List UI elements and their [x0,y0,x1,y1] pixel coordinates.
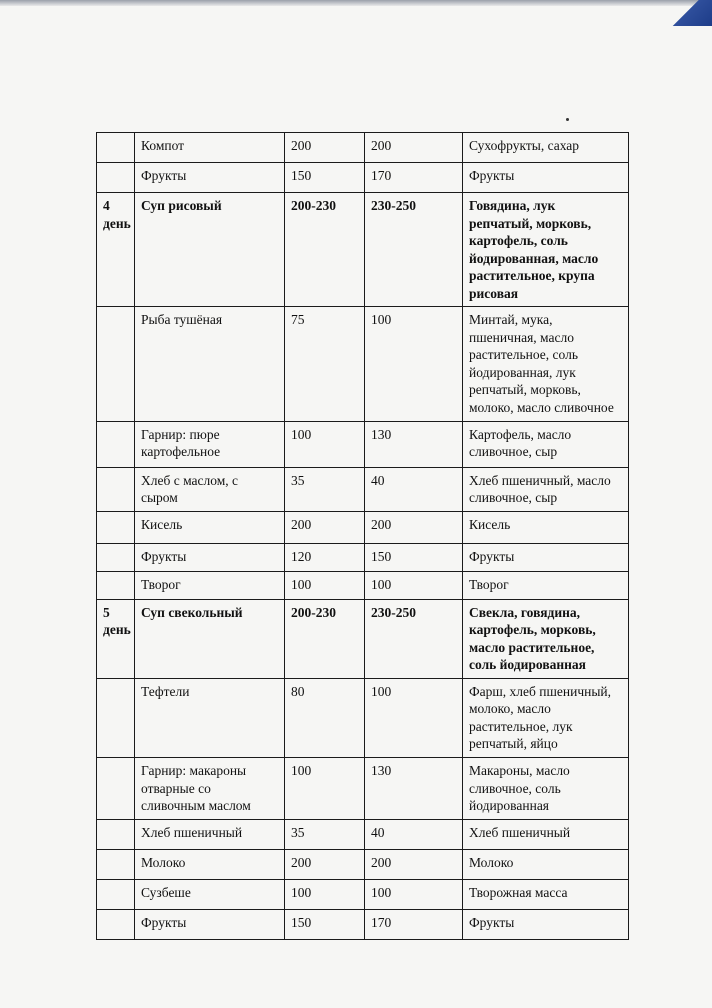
portion-small-cell: 200 [285,511,365,543]
dish-cell: Суп рисовый [135,193,285,307]
day-cell: 5 день [97,599,135,678]
portion-large-cell: 200 [365,133,463,163]
ingredients-cell: Хлеб пшеничный, масло сливочное, сыр [463,467,629,511]
portion-large-cell: 130 [365,421,463,467]
day-cell [97,307,135,421]
menu-row [97,307,629,421]
menu-table [96,132,629,940]
portion-small-cell: 35 [285,819,365,849]
dish-cell: Молоко [135,849,285,879]
ingredients-cell: Молоко [463,849,629,879]
portion-small-cell: 120 [285,543,365,571]
portion-small-cell: 100 [285,421,365,467]
portion-large-cell: 200 [365,511,463,543]
portion-small-cell: 200-230 [285,193,365,307]
portion-large-cell: 230-250 [365,599,463,678]
menu-row [97,758,629,820]
dot-mark [566,118,569,121]
portion-large-cell: 170 [365,909,463,939]
page-top-edge [0,0,712,6]
portion-large-cell: 100 [365,678,463,757]
menu-row [97,421,629,467]
dish-cell: Гарнир: макароны отварные со сливочным маслом [135,758,285,820]
portion-small-cell: 200 [285,849,365,879]
dish-cell: Тефтели [135,678,285,757]
dish-cell: Гарнир: пюре картофельное [135,421,285,467]
ingredients-cell: Творог [463,571,629,599]
portion-large-cell: 100 [365,571,463,599]
portion-large-cell: 100 [365,879,463,909]
day-cell [97,421,135,467]
menu-table-body [97,133,629,940]
day-cell [97,758,135,820]
day-cell [97,543,135,571]
menu-row [97,193,629,307]
menu-row [97,678,629,757]
menu-row [97,467,629,511]
ingredients-cell: Фрукты [463,909,629,939]
ingredients-cell: Кисель [463,511,629,543]
portion-large-cell: 200 [365,849,463,879]
menu-row [97,163,629,193]
portion-small-cell: 100 [285,571,365,599]
day-cell [97,819,135,849]
menu-row [97,571,629,599]
dish-cell: Фрукты [135,163,285,193]
ingredients-cell: Фрукты [463,543,629,571]
day-cell [97,879,135,909]
portion-small-cell: 200 [285,133,365,163]
portion-large-cell: 40 [365,819,463,849]
ingredients-cell: Хлеб пшеничный [463,819,629,849]
dish-cell: Рыба тушёная [135,307,285,421]
dish-cell: Суп свекольный [135,599,285,678]
menu-row [97,599,629,678]
dish-cell: Кисель [135,511,285,543]
day-cell [97,678,135,757]
ingredients-cell: Сухофрукты, сахар [463,133,629,163]
day-cell [97,849,135,879]
ingredients-cell: Макароны, масло сливочное, соль йодированная [463,758,629,820]
ingredients-cell: Творожная масса [463,879,629,909]
day-cell [97,571,135,599]
dish-cell: Творог [135,571,285,599]
menu-row [97,819,629,849]
portion-small-cell: 75 [285,307,365,421]
portion-small-cell: 80 [285,678,365,757]
menu-row [97,133,629,163]
menu-row [97,511,629,543]
dish-cell: Компот [135,133,285,163]
menu-row [97,879,629,909]
portion-large-cell: 150 [365,543,463,571]
portion-small-cell: 100 [285,879,365,909]
portion-small-cell: 100 [285,758,365,820]
ingredients-cell: Говядина, лук репчатый, морковь, картофель, соль йодированная, масло растительное, крупа рисовая [463,193,629,307]
portion-large-cell: 170 [365,163,463,193]
menu-row [97,849,629,879]
day-cell [97,909,135,939]
portion-small-cell: 200-230 [285,599,365,678]
day-cell [97,133,135,163]
dish-cell: Сузбеше [135,879,285,909]
day-cell [97,163,135,193]
menu-row [97,909,629,939]
dish-cell: Фрукты [135,543,285,571]
ingredients-cell: Минтай, мука, пшеничная, масло растительное, соль йодированная, лук репчатый, морковь, молоко, масло сливочное [463,307,629,421]
ingredients-cell: Фарш, хлеб пшеничный, молоко, масло растительное, лук репчатый, яйцо [463,678,629,757]
ingredients-cell: Картофель, масло сливочное, сыр [463,421,629,467]
portion-small-cell: 150 [285,909,365,939]
ingredients-cell: Свекла, говядина, картофель, морковь, масло растительное, соль йодированная [463,599,629,678]
dish-cell: Хлеб пшеничный [135,819,285,849]
day-cell: 4 день [97,193,135,307]
portion-small-cell: 150 [285,163,365,193]
portion-large-cell: 230-250 [365,193,463,307]
portion-small-cell: 35 [285,467,365,511]
menu-row [97,543,629,571]
ingredients-cell: Фрукты [463,163,629,193]
dish-cell: Фрукты [135,909,285,939]
portion-large-cell: 130 [365,758,463,820]
dish-cell: Хлеб с маслом, с сыром [135,467,285,511]
day-cell [97,467,135,511]
day-cell [97,511,135,543]
blue-corner-mark [672,0,712,26]
portion-large-cell: 40 [365,467,463,511]
portion-large-cell: 100 [365,307,463,421]
